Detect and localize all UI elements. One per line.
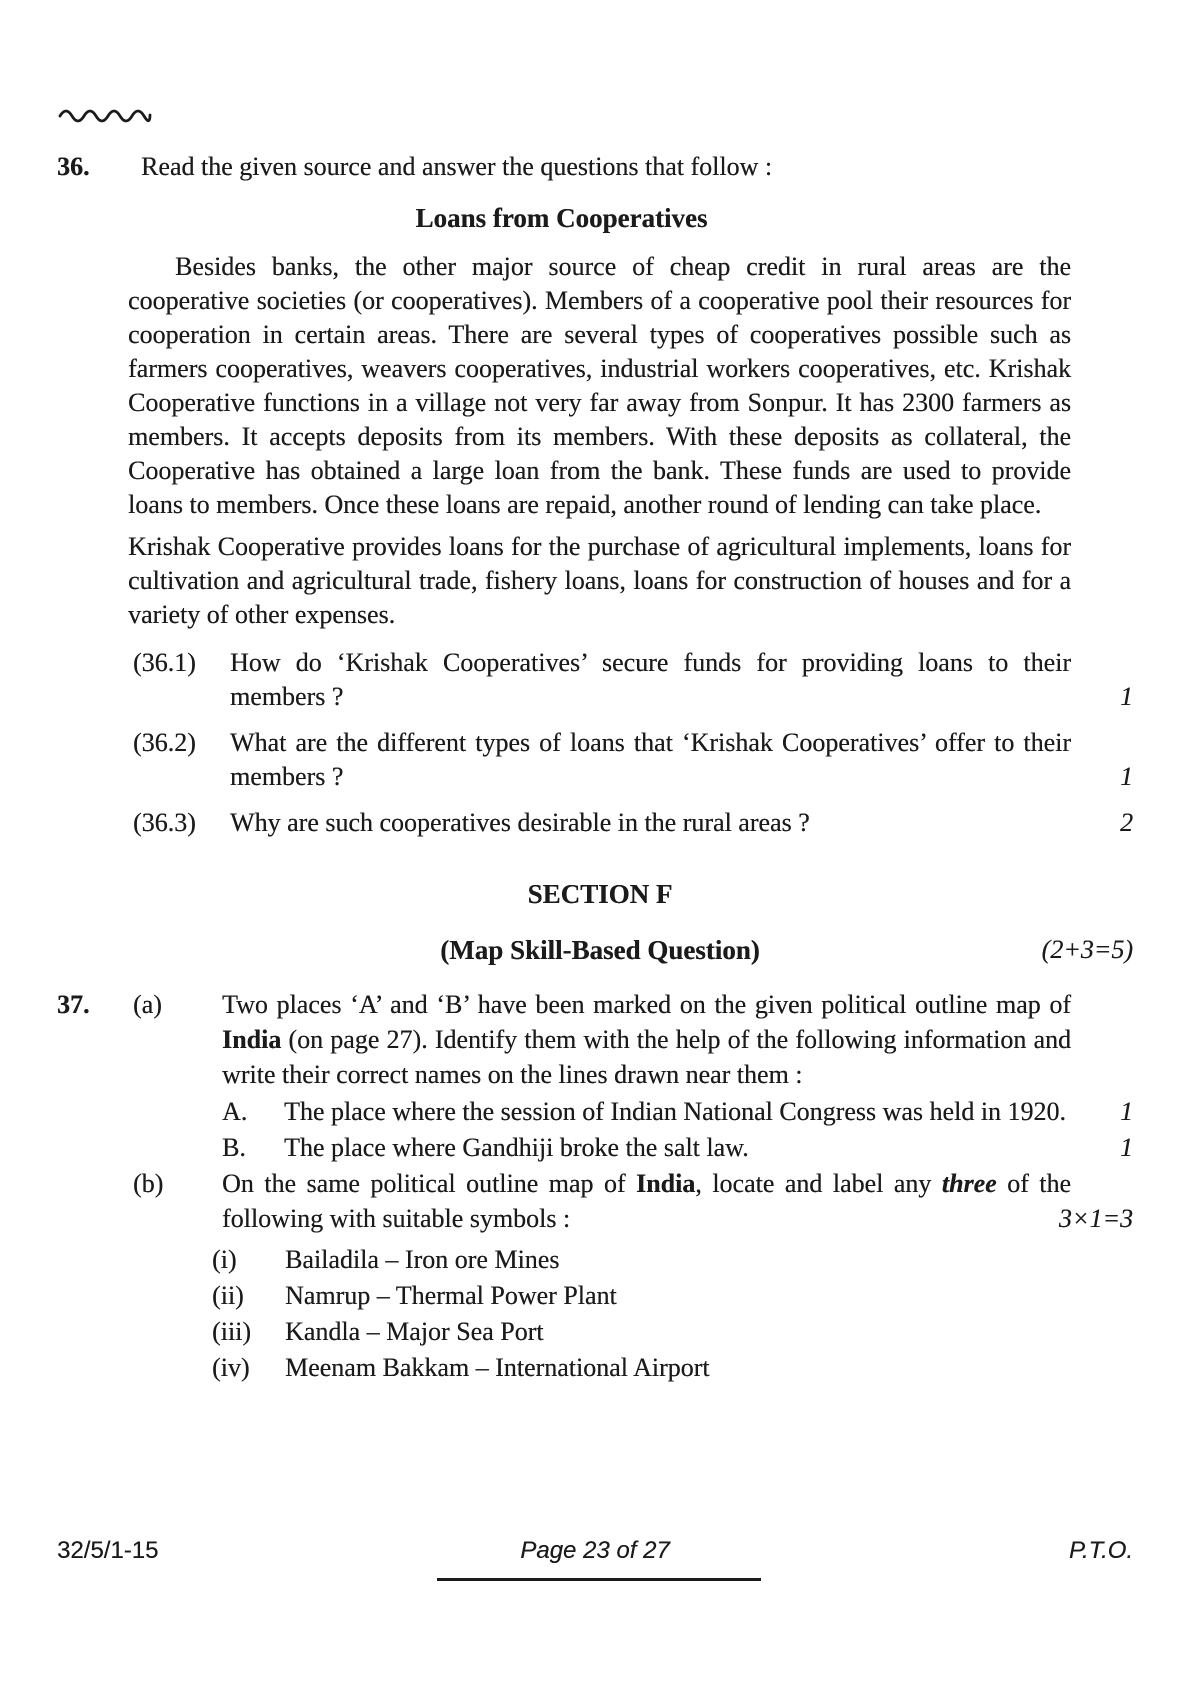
map-locate-item-iv [212,1350,1133,1385]
part-a-text-post: (on page 27). Identify them with the help of the following information and write their correct names on the lines drawn near them : [222,1025,1071,1089]
paper-code: 32/5/1-15 [57,1537,159,1564]
item-a-label: A. [222,1097,248,1126]
sub-question-36-3 [133,806,1133,840]
part-b-text-bold: India [636,1169,696,1198]
item-iv-label: (iv) [212,1353,250,1382]
part-a-label: (a) [133,990,162,1019]
item-iii-label: (iii) [212,1317,251,1346]
source-paragraph-1: Besides banks, the other major source of cheap credit in rural areas are the cooperative societies (or cooperatives). Members of a cooperative pool their resources for cooperation in certain areas. There are several types of cooperatives possible such as farmers cooperatives, weavers cooperatives, industrial workers cooperatives, etc. Krishak Cooperative functions in a village not very far away from Sonpur. It has 2300 farmers as members. It accepts deposits from its members. With these deposits as collateral, the Cooperative has obtained a large loan from the bank. These funds are used to provide loans to members. Once these loans are repaid, another round of lending can take place. [128,252,1071,519]
marks-value: 1 [1120,1097,1133,1126]
item-ii-label: (ii) [212,1281,244,1310]
squiggle-wave [57,103,153,125]
sub-question-36-2 [133,726,1133,794]
squiggle-decoration-icon [57,102,1133,126]
sub-question-36-1 [133,646,1133,714]
item-b-text: The place where Gandhiji broke the salt law. [284,1133,749,1162]
part-b-text-post: of the following with suitable symbols : [222,1169,1071,1233]
section-f-subtitle: (Map Skill-Based Question) [440,935,760,965]
part-b-label: (b) [133,1169,164,1198]
marks-value: 3×1=3 [1058,1204,1133,1233]
map-identify-item-b [222,1130,1133,1165]
marks-value: 1 [1120,762,1133,791]
map-locate-item-ii [212,1278,1133,1313]
pto-label: P.T.O. [1068,1537,1133,1564]
part-a-text [222,987,1071,1092]
part-b-text-mid: , locate and label any [695,1169,942,1198]
question-37-number: 37. [57,990,90,1019]
section-f-title: SECTION F [527,879,673,909]
sub-question-text: What are the different types of loans that ‘Krishak Cooperatives’ offer to their members ? [230,728,1071,791]
question-37-part-a-row [57,987,1133,1092]
part-b-text [222,1166,1071,1236]
item-iv-text: Meenam Bakkam – International Airport [285,1353,710,1382]
map-locate-item-iii [212,1314,1133,1349]
marks-value: (2+3=5) [1041,935,1133,964]
map-identify-item-a [222,1094,1133,1129]
item-ii-text: Namrup – Thermal Power Plant [285,1281,617,1310]
marks-value: 2 [1120,808,1133,837]
part-a-text-bold: India [222,1025,282,1054]
sub-question-label: (36.1) [133,648,196,677]
part-a-text-pre: Two places ‘A’ and ‘B’ have been marked on the given political outline map of [222,990,1071,1019]
item-b-label: B. [222,1133,246,1162]
sub-question-label: (36.2) [133,728,196,757]
question-36-row [57,150,1133,184]
sub-question-text: Why are such cooperatives desirable in the rural areas ? [230,808,810,837]
item-i-label: (i) [212,1245,237,1274]
map-locate-item-i [212,1242,1133,1277]
source-paragraph-2: Krishak Cooperative provides loans for the purchase of agricultural implements, loans for cultivation and agricultural trade, fishery loans, loans for construction of houses and for a variety of other expenses. [128,532,1071,629]
item-iii-text: Kandla – Major Sea Port [285,1317,544,1346]
question-36-intro: Read the given source and answer the questions that follow : [141,152,773,181]
item-i-text: Bailadila – Iron ore Mines [285,1245,560,1274]
sub-question-36-3-body [133,806,1071,840]
question-37-part-b-row [133,1166,1133,1236]
page-footer [57,1537,1133,1567]
part-b-text-pre: On the same political outline map of [222,1169,637,1198]
question-36-number: 36. [57,152,90,181]
page-number: Page 23 of 27 [520,1537,670,1564]
sub-question-36-2-body [133,726,1071,794]
marks-value: 1 [1120,682,1133,711]
part-b-text-emphasis: three [941,1169,997,1198]
item-a-text: The place where the session of Indian National Congress was held in 1920. [284,1097,1066,1126]
sub-question-text: How do ‘Krishak Cooperatives’ secure funds for providing loans to their members ? [230,648,1071,711]
source-title: Loans from Cooperatives [415,203,708,233]
sub-question-36-1-body [133,646,1071,714]
footer-underline [437,1578,761,1581]
marks-value: 1 [1120,1133,1133,1162]
sub-question-label: (36.3) [133,808,196,837]
section-f-subtitle-row [57,932,1133,968]
